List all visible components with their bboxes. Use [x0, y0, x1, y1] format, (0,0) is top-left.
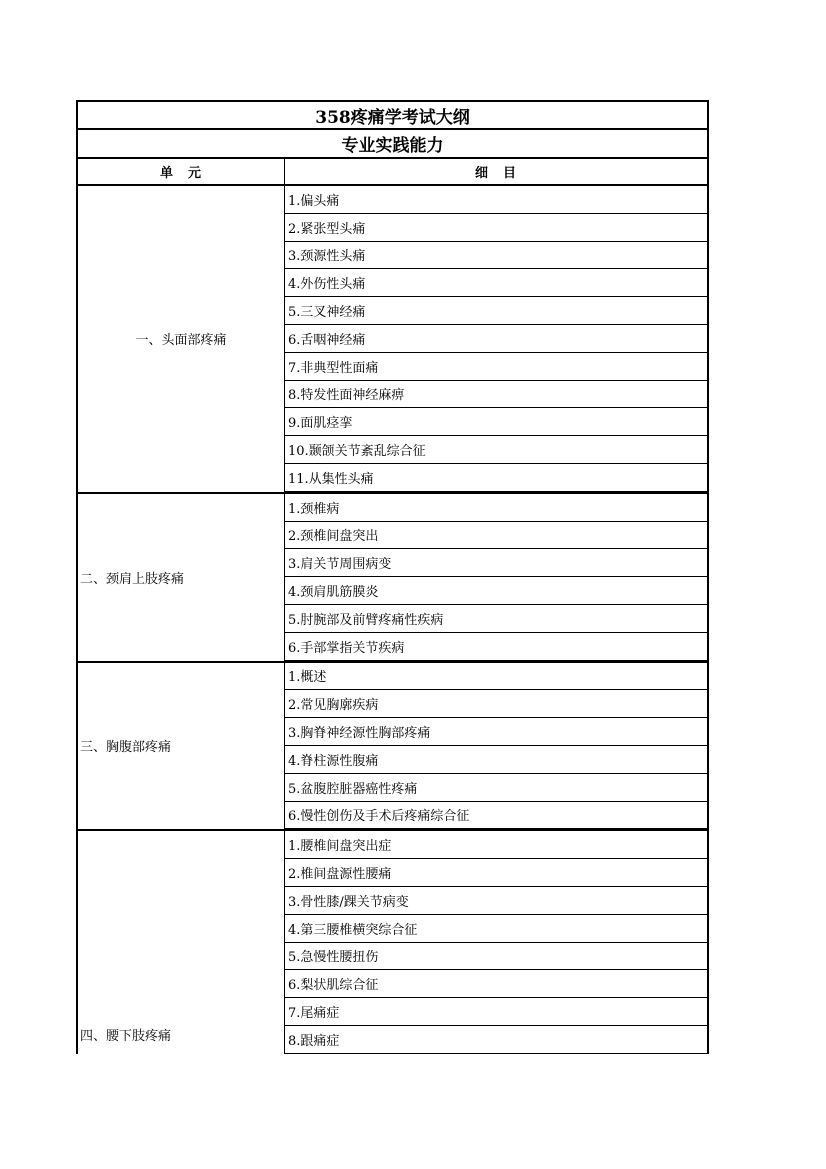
list-item: 4.第三腰椎横突综合征 [284, 915, 709, 943]
group-head-face [76, 184, 709, 492]
unit-cell: 四、腰下肢疼痛 [80, 1028, 172, 1044]
list-item: 3.胸脊神经源性胸部疼痛 [284, 718, 709, 746]
unit-cell: 三、胸腹部疼痛 [80, 740, 172, 756]
list-item: 11.从集性头痛 [284, 464, 709, 492]
group-chest-abdomen [76, 661, 709, 830]
list-item: 10.颞颌关节紊乱综合征 [284, 436, 709, 464]
list-item: 6.慢性创伤及手术后疼痛综合征 [284, 802, 709, 830]
list-item: 6.梨状肌综合征 [284, 970, 709, 998]
list-item: 1.概述 [284, 663, 709, 691]
list-item: 7.非典型性面痛 [284, 353, 709, 381]
list-item: 2.椎间盘源性腰痛 [284, 859, 709, 887]
list-item: 6.手部掌指关节疾病 [284, 633, 709, 661]
group-neck-shoulder [76, 492, 709, 661]
list-item: 1.颈椎病 [284, 494, 709, 522]
list-item: 3.颈源性头痛 [284, 242, 709, 270]
document-title: 358疼痛学考试大纲 [76, 100, 709, 128]
outline-table [76, 100, 709, 1054]
unit-cell: 二、颈肩上肢疼痛 [80, 571, 185, 587]
unit-cell: 一、头面部疼痛 [135, 333, 227, 349]
list-item: 8.跟痛症 [284, 1026, 709, 1054]
list-item: 2.常见胸廓疾病 [284, 690, 709, 718]
list-item: 4.颈肩肌筋膜炎 [284, 577, 709, 605]
list-item: 5.急慢性腰扭伤 [284, 943, 709, 971]
header-detail: 细 目 [474, 166, 517, 181]
list-item: 6.舌咽神经痛 [284, 325, 709, 353]
list-item: 5.肘腕部及前臂疼痛性疾病 [284, 605, 709, 633]
list-item: 2.紧张型头痛 [284, 214, 709, 242]
list-item: 7.尾痛症 [284, 998, 709, 1026]
table-header [76, 157, 709, 184]
list-item: 3.肩关节周围病变 [284, 549, 709, 577]
list-item: 9.面肌痉挛 [284, 408, 709, 436]
list-item: 4.脊柱源性腹痛 [284, 746, 709, 774]
list-item: 1.偏头痛 [284, 186, 709, 214]
list-item: 4.外伤性头痛 [284, 269, 709, 297]
header-unit: 单 元 [78, 159, 285, 184]
list-item: 8.特发性面神经麻痹 [284, 381, 709, 409]
list-item: 5.三叉神经痛 [284, 297, 709, 325]
list-item: 1.腰椎间盘突出症 [284, 831, 709, 859]
document-subtitle: 专业实践能力 [76, 128, 709, 157]
list-item: 2.颈椎间盘突出 [284, 522, 709, 550]
list-item: 5.盆腹腔脏器癌性疼痛 [284, 774, 709, 802]
group-waist-leg [76, 829, 709, 1053]
list-item: 3.骨性膝/踝关节病变 [284, 887, 709, 915]
